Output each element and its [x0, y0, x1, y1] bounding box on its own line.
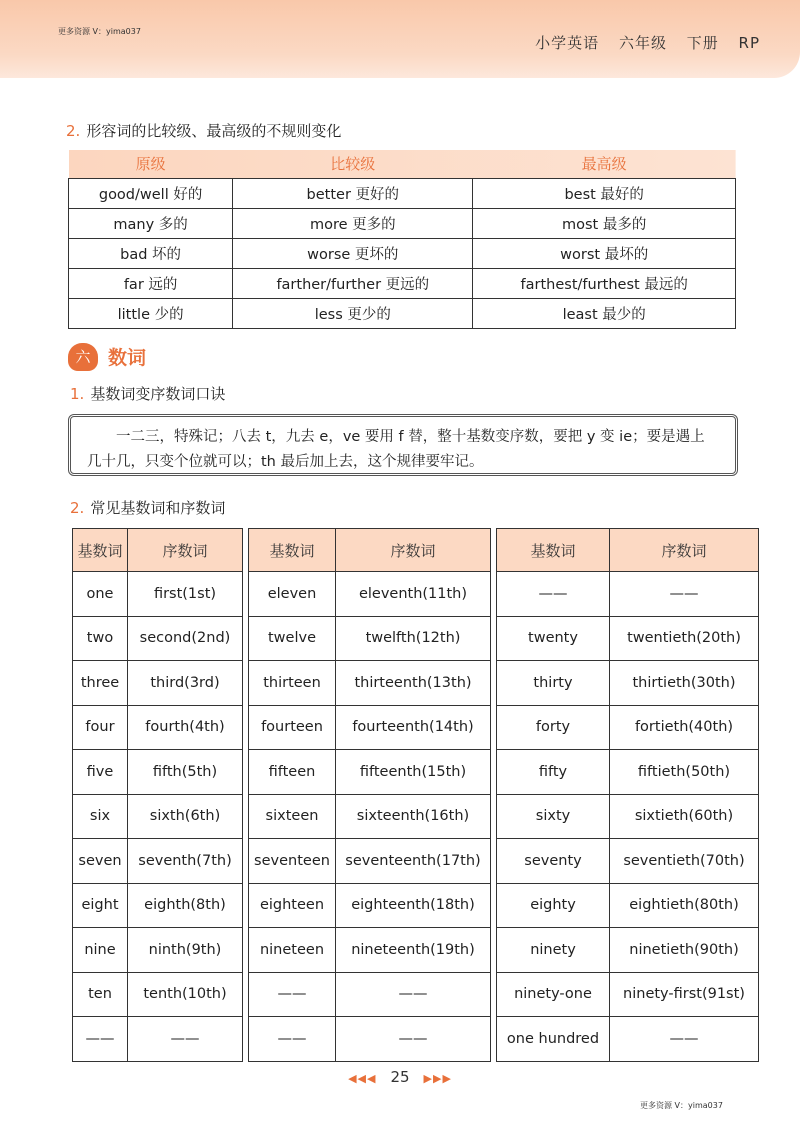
header-subject: 小学英语: [535, 34, 600, 52]
ordinal-cell: second(2nd): [128, 616, 243, 661]
ordinal-cell: fourth(4th): [128, 705, 243, 750]
adj-table-cell: worst 最坏的: [473, 238, 736, 268]
cardinal-cell: thirty: [497, 661, 610, 706]
rhyme-title: [70, 383, 225, 404]
adjective-comparison-table: [68, 150, 736, 329]
cardinal-cell: sixty: [497, 794, 610, 839]
adj-table-cell: best 最好的: [473, 178, 736, 208]
cardinal-cell: six: [73, 794, 128, 839]
adj-table-cell: least 最少的: [473, 298, 736, 328]
cardinal-cell: ninety: [497, 928, 610, 973]
ordinal-cell: eighth(8th): [128, 883, 243, 928]
ordinal-cell: ninetieth(90th): [610, 928, 759, 973]
ordinal-cell: thirteenth(13th): [336, 661, 491, 706]
numbers-table-header: [73, 529, 759, 572]
cardinal-cell: fourteen: [249, 705, 336, 750]
numbers-table-row: [73, 839, 759, 884]
adj-table-head: [69, 150, 736, 178]
adj-table-cell: worse 更坏的: [233, 238, 473, 268]
numbers-table-row: [73, 928, 759, 973]
header-title: [521, 32, 760, 53]
ordinal-cell: third(3rd): [128, 661, 243, 706]
watermark-bottom: 更多资源 V：yima037: [640, 1101, 723, 1110]
ordinal-cell: fifth(5th): [128, 750, 243, 795]
cardinal-cell: one: [73, 572, 128, 617]
cardinal-cell: three: [73, 661, 128, 706]
rhyme-title-text: 基数词变序数词口诀: [90, 385, 226, 403]
numbers-table-row: [73, 616, 759, 661]
prev-arrows-icon: ◀◀◀: [348, 1072, 377, 1085]
ordinal-cell: fiftieth(50th): [610, 750, 759, 795]
next-arrows-icon: ▶▶▶: [423, 1072, 452, 1085]
header-grade: 六年级: [618, 34, 667, 52]
ordinal-cell: fifteenth(15th): [336, 750, 491, 795]
ordinal-cell: tenth(10th): [128, 972, 243, 1017]
col-cardinal-3: 基数词: [497, 529, 610, 572]
cardinal-cell: ——: [497, 572, 610, 617]
numbers-table: [72, 528, 759, 1062]
ordinal-cell: eighteenth(18th): [336, 883, 491, 928]
ordinal-cell: fourteenth(14th): [336, 705, 491, 750]
ordinal-cell: twelfth(12th): [336, 616, 491, 661]
col-cardinal-1: 基数词: [73, 529, 128, 572]
cardinal-cell: two: [73, 616, 128, 661]
adj-table-body: [69, 178, 736, 328]
ordinal-cell: seventeenth(17th): [336, 839, 491, 884]
numbers-table-row: [73, 750, 759, 795]
watermark-top: 更多资源 V：yima037: [58, 27, 141, 36]
section-adj-title-text: 形容词的比较级、最高级的不规则变化: [86, 122, 342, 140]
adj-table-cell: most 最多的: [473, 208, 736, 238]
numbers-table-row: [73, 1017, 759, 1062]
cardinal-cell: five: [73, 750, 128, 795]
cardinal-cell: eleven: [249, 572, 336, 617]
cardinal-cell: four: [73, 705, 128, 750]
rhyme-text: 一二三，特殊记；八去 t，九去 e，ve 要用 f 替，整十基数变序数，要把 y 变 ie；要是遇上几十几，只变个位就可以；th 最后加上去，这个规律要牢记。: [87, 429, 705, 470]
ordinal-cell: nineteenth(19th): [336, 928, 491, 973]
ordinal-cell: ninety-first(91st): [610, 972, 759, 1017]
col-ordinal-2: 序数词: [336, 529, 491, 572]
section-badge: 六: [68, 343, 98, 371]
cardinal-cell: seventeen: [249, 839, 336, 884]
cardinal-cell: nine: [73, 928, 128, 973]
numbers-table-title-text: 常见基数词和序数词: [90, 499, 226, 517]
rhyme-number: 1.: [70, 385, 85, 403]
numbers-table-body: [73, 572, 759, 1062]
cardinal-cell: ten: [73, 972, 128, 1017]
ordinal-cell: sixtieth(60th): [610, 794, 759, 839]
ordinal-cell: thirtieth(30th): [610, 661, 759, 706]
numbers-table-row: [73, 661, 759, 706]
section-adj-title: [66, 120, 341, 141]
cardinal-cell: twenty: [497, 616, 610, 661]
cardinal-cell: seventy: [497, 839, 610, 884]
ordinal-cell: ——: [610, 572, 759, 617]
rhyme-box: [68, 414, 738, 476]
ordinal-cell: sixth(6th): [128, 794, 243, 839]
numbers-table-row: [73, 572, 759, 617]
page-header: [0, 0, 800, 78]
ordinal-cell: seventieth(70th): [610, 839, 759, 884]
cardinal-cell: eighteen: [249, 883, 336, 928]
adj-table-cell: bad 坏的: [69, 238, 233, 268]
adj-table-cell: far 远的: [69, 268, 233, 298]
ordinal-cell: fortieth(40th): [610, 705, 759, 750]
ordinal-cell: eightieth(80th): [610, 883, 759, 928]
adj-table-cell: farthest/furthest 最远的: [473, 268, 736, 298]
cardinal-cell: ninety-one: [497, 972, 610, 1017]
section-adj-number: 2.: [66, 122, 81, 140]
adj-table-row: [69, 268, 736, 298]
adj-table-cell: less 更少的: [233, 298, 473, 328]
cardinal-cell: forty: [497, 705, 610, 750]
ordinal-cell: first(1st): [128, 572, 243, 617]
cardinal-cell: fifteen: [249, 750, 336, 795]
ordinal-cell: ——: [610, 1017, 759, 1062]
adj-table-row: [69, 238, 736, 268]
numbers-table-number: 2.: [70, 499, 85, 517]
cardinal-cell: eight: [73, 883, 128, 928]
cardinal-cell: fifty: [497, 750, 610, 795]
adj-table-cell: better 更好的: [233, 178, 473, 208]
adj-table-cell: more 更多的: [233, 208, 473, 238]
numbers-table-row: [73, 883, 759, 928]
col-cardinal-2: 基数词: [249, 529, 336, 572]
cardinal-cell: thirteen: [249, 661, 336, 706]
col-ordinal-1: 序数词: [128, 529, 243, 572]
page-footer: [0, 1068, 800, 1086]
header-edition: RP: [738, 34, 760, 52]
cardinal-cell: one hundred: [497, 1017, 610, 1062]
ordinal-cell: seventh(7th): [128, 839, 243, 884]
ordinal-cell: twentieth(20th): [610, 616, 759, 661]
ordinal-cell: eleventh(11th): [336, 572, 491, 617]
col-ordinal-3: 序数词: [610, 529, 759, 572]
cardinal-cell: ——: [249, 972, 336, 1017]
ordinal-cell: sixteenth(16th): [336, 794, 491, 839]
header-volume: 下册: [686, 34, 719, 52]
cardinal-cell: ——: [73, 1017, 128, 1062]
numbers-table-row: [73, 972, 759, 1017]
adj-col-comparative: 比较级: [330, 155, 376, 174]
ordinal-cell: ——: [336, 1017, 491, 1062]
cardinal-cell: eighty: [497, 883, 610, 928]
page-number: 25: [390, 1068, 410, 1086]
ordinal-cell: ninth(9th): [128, 928, 243, 973]
adj-table-cell: many 多的: [69, 208, 233, 238]
cardinal-cell: nineteen: [249, 928, 336, 973]
adj-col-positive: 原级: [135, 155, 166, 174]
numbers-table-row: [73, 794, 759, 839]
ordinal-cell: ——: [128, 1017, 243, 1062]
cardinal-cell: seven: [73, 839, 128, 884]
adj-table-cell: farther/further 更远的: [233, 268, 473, 298]
adj-table-row: [69, 178, 736, 208]
numbers-table-row: [73, 705, 759, 750]
section-num-heading: 数词: [108, 347, 147, 369]
adj-table-row: [69, 208, 736, 238]
cardinal-cell: sixteen: [249, 794, 336, 839]
adj-col-superlative: 最高级: [581, 155, 627, 174]
adj-table-row: [69, 298, 736, 328]
cardinal-cell: ——: [249, 1017, 336, 1062]
adj-table-cell: little 少的: [69, 298, 233, 328]
ordinal-cell: ——: [336, 972, 491, 1017]
adj-table-cell: good/well 好的: [69, 178, 233, 208]
numbers-table-title: [70, 497, 225, 518]
cardinal-cell: twelve: [249, 616, 336, 661]
